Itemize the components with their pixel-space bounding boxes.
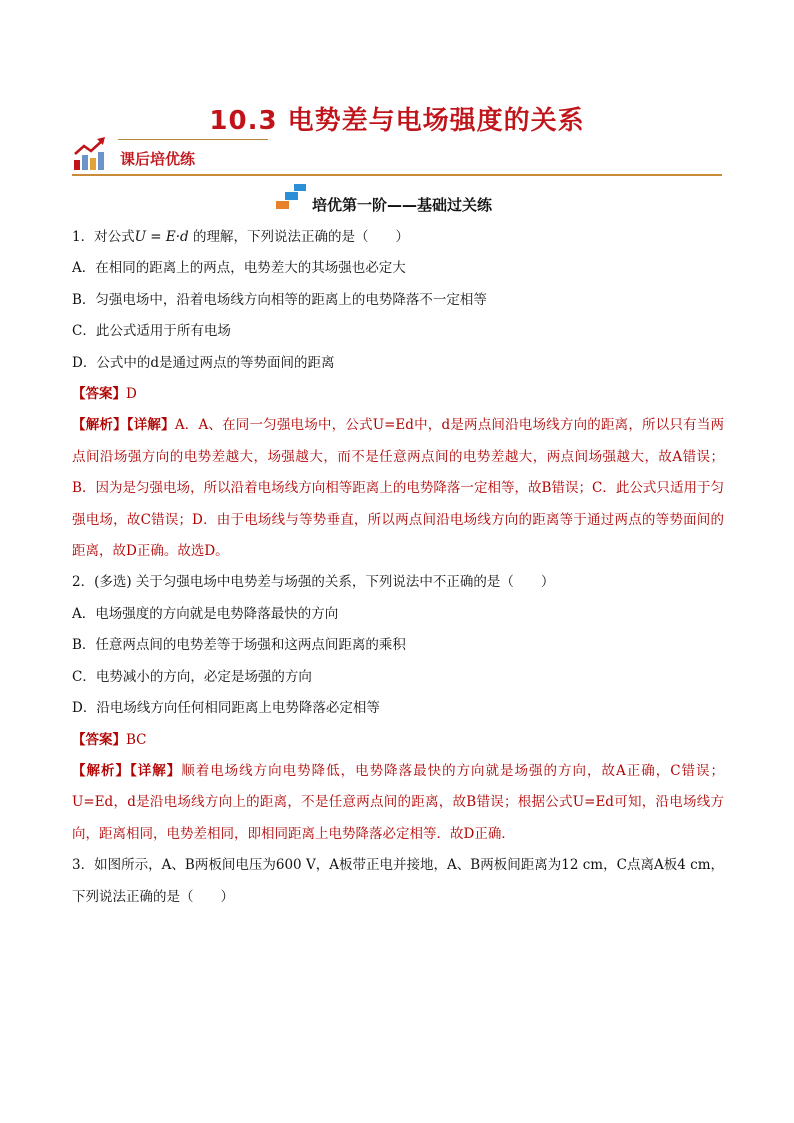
- question-1-option-b: B．匀强电场中，沿着电场线方向相等的距离上的电势降落不一定相等: [72, 291, 487, 308]
- question-list: [72, 222, 724, 913]
- page-title: 10.3 电势差与电场强度的关系: [209, 106, 585, 136]
- question-1-option-a: A．在相同的距离上的两点，电势差大的其场强也必定大: [72, 260, 406, 277]
- question-1-option-d: D．公式中的d是通过两点的等势面间的距离: [72, 354, 335, 371]
- question-2-option-c: C．电势减小的方向，必定是场强的方向: [72, 668, 312, 685]
- steps-icon: [276, 182, 308, 210]
- question-2-analysis: 【解析】【详解】顺着电场线方向电势降低，电势降落最快的方向就是场强的方向，故A正确，C错误；U=Ed，d是沿电场线方向上的距离，不是任意两点间的距离，故B错误；根据公式U=Ed可知，沿电场线方向，距离相同，电势差相同，即相同距离上电势降落必定相等．故D正确．: [72, 762, 725, 842]
- section-banner: [72, 136, 722, 178]
- question-1-answer: 【答案】D: [72, 386, 137, 403]
- question-1-stem: 1．对公式U = E·d 的理解，下列说法正确的是（ ）: [72, 229, 409, 245]
- formula: U = E·d: [134, 229, 189, 245]
- section-heading: [0, 180, 794, 216]
- banner-label: 课后培优练: [120, 150, 196, 168]
- section-title: 培优第一阶——基础过关练: [312, 196, 493, 214]
- growth-chart-icon: [72, 136, 108, 172]
- question-2-answer: 【答案】BC: [72, 731, 147, 748]
- question-3-stem: 3．如图所示，A、B两板间电压为600 V，A板带正电并接地，A、B两板间距离为12 cm，C点离A板4 cm，下列说法正确的是（ ）: [72, 857, 724, 905]
- question-2-option-a: A．电场强度的方向就是电势降落最快的方向: [72, 605, 339, 622]
- question-1-option-c: C．此公式适用于所有电场: [72, 323, 231, 340]
- question-2-stem: 2．(多选) 关于匀强电场中电势差与场强的关系，下列说法中不正确的是（ ）: [72, 574, 555, 591]
- banner-divider: [72, 174, 722, 176]
- question-2-option-d: D．沿电场线方向任何相同距离上电势降落必定相等: [72, 700, 380, 717]
- banner-top-line: [118, 139, 268, 140]
- question-2-option-b: B．任意两点间的电势差等于场强和这两点间距离的乘积: [72, 637, 406, 654]
- question-1-analysis: 【解析】【详解】A．A、在同一匀强电场中，公式U=Ed中，d是两点间沿电场线方向的距离，所以只有当两点间沿场强方向的电势差越大，场强越大，而不是任意两点间的电势差越大，两点间场强越大，故A错误；B．因为是匀强电场，所以沿着电场线方向相等距离上的电势降落一定相等，故B错误；C．此公式只适用于匀强电场，故C错误；D．由于电场线与等势垂直，所以两点间沿电场线方向的距离等于通过两点的等势面间的距离，故D正确。故选D。: [72, 417, 725, 560]
